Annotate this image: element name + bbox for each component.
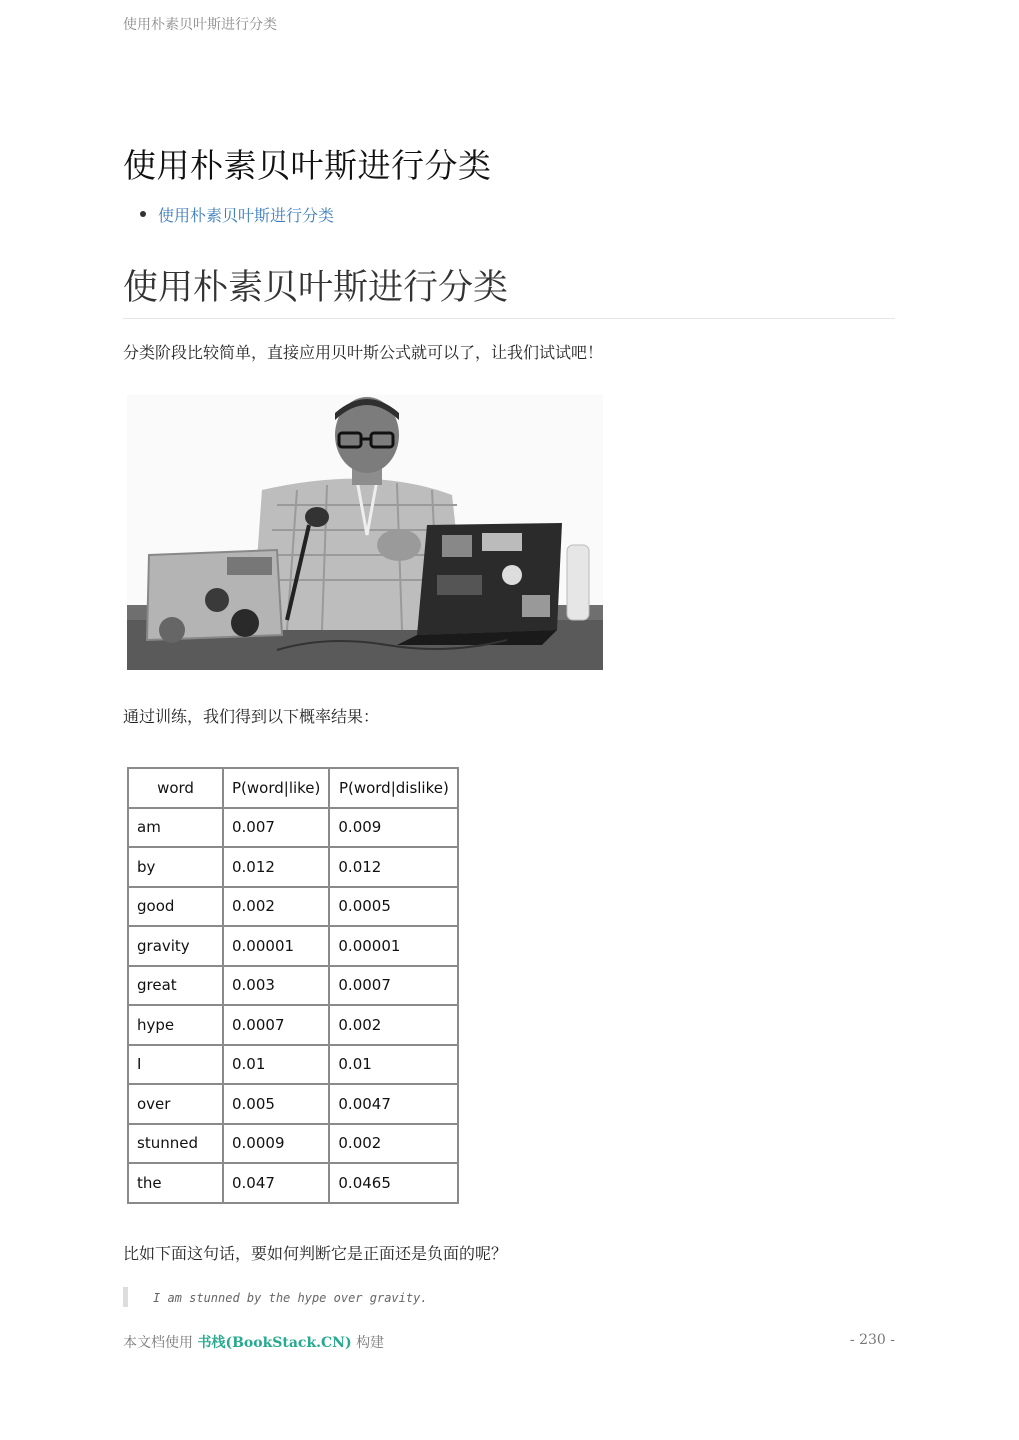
toc-link[interactable]: 使用朴素贝叶斯进行分类: [140, 203, 334, 226]
like-prob-cell: 0.0007: [223, 1005, 329, 1045]
table-row: [128, 847, 458, 887]
table-of-contents: [140, 203, 334, 226]
footer-prefix: 本文档使用: [123, 1335, 193, 1351]
dislike-prob-cell: 0.0005: [329, 887, 458, 927]
table-row: [128, 887, 458, 927]
table-header-row: [128, 768, 458, 808]
word-cell: over: [128, 1084, 223, 1124]
table-row: [128, 1045, 458, 1085]
example-sentence: I am stunned by the hype over gravity.: [153, 1291, 428, 1305]
dislike-prob-cell: 0.00001: [329, 926, 458, 966]
table-row: [128, 1005, 458, 1045]
column-header: word: [128, 768, 223, 808]
bookstack-link[interactable]: 书栈(BookStack.CN): [197, 1335, 352, 1351]
table-row: [128, 1163, 458, 1203]
page-number: - 230 -: [849, 1332, 895, 1348]
table-row: [128, 808, 458, 848]
dislike-prob-cell: 0.0465: [329, 1163, 458, 1203]
like-prob-cell: 0.0009: [223, 1124, 329, 1164]
footer-suffix: 构建: [356, 1335, 385, 1351]
results-paragraph: 通过训练，我们得到以下概率结果：: [123, 707, 380, 726]
intro-paragraph: 分类阶段比较简单，直接应用贝叶斯公式就可以了，让我们试试吧！: [123, 343, 604, 362]
example-blockquote: [123, 1287, 428, 1307]
like-prob-cell: 0.003: [223, 966, 329, 1006]
word-cell: good: [128, 887, 223, 927]
word-cell: by: [128, 847, 223, 887]
word-cell: great: [128, 966, 223, 1006]
word-cell: stunned: [128, 1124, 223, 1164]
running-header: 使用朴素贝叶斯进行分类: [123, 17, 277, 33]
word-cell: I: [128, 1045, 223, 1085]
dislike-prob-cell: 0.01: [329, 1045, 458, 1085]
table-row: [128, 966, 458, 1006]
dislike-prob-cell: 0.009: [329, 808, 458, 848]
page-title: 使用朴素贝叶斯进行分类: [123, 146, 492, 185]
like-prob-cell: 0.01: [223, 1045, 329, 1085]
like-prob-cell: 0.007: [223, 808, 329, 848]
like-prob-cell: 0.002: [223, 887, 329, 927]
table-row: [128, 926, 458, 966]
dislike-prob-cell: 0.012: [329, 847, 458, 887]
dislike-prob-cell: 0.0047: [329, 1084, 458, 1124]
speaker-photo: [127, 395, 603, 670]
word-cell: the: [128, 1163, 223, 1203]
dislike-prob-cell: 0.0007: [329, 966, 458, 1006]
word-cell: gravity: [128, 926, 223, 966]
like-prob-cell: 0.047: [223, 1163, 329, 1203]
dislike-prob-cell: 0.002: [329, 1124, 458, 1164]
footer-credit: [123, 1332, 384, 1352]
word-cell: hype: [128, 1005, 223, 1045]
like-prob-cell: 0.00001: [223, 926, 329, 966]
column-header: P(word|dislike): [329, 768, 458, 808]
column-header: P(word|like): [223, 768, 329, 808]
probability-table: [127, 767, 459, 1204]
like-prob-cell: 0.012: [223, 847, 329, 887]
dislike-prob-cell: 0.002: [329, 1005, 458, 1045]
table-row: [128, 1124, 458, 1164]
table-row: [128, 1084, 458, 1124]
heading-divider: [123, 318, 895, 319]
word-cell: am: [128, 808, 223, 848]
like-prob-cell: 0.005: [223, 1084, 329, 1124]
question-paragraph: 比如下面这句话，要如何判断它是正面还是负面的呢？: [123, 1244, 508, 1263]
section-heading: 使用朴素贝叶斯进行分类: [123, 268, 509, 308]
